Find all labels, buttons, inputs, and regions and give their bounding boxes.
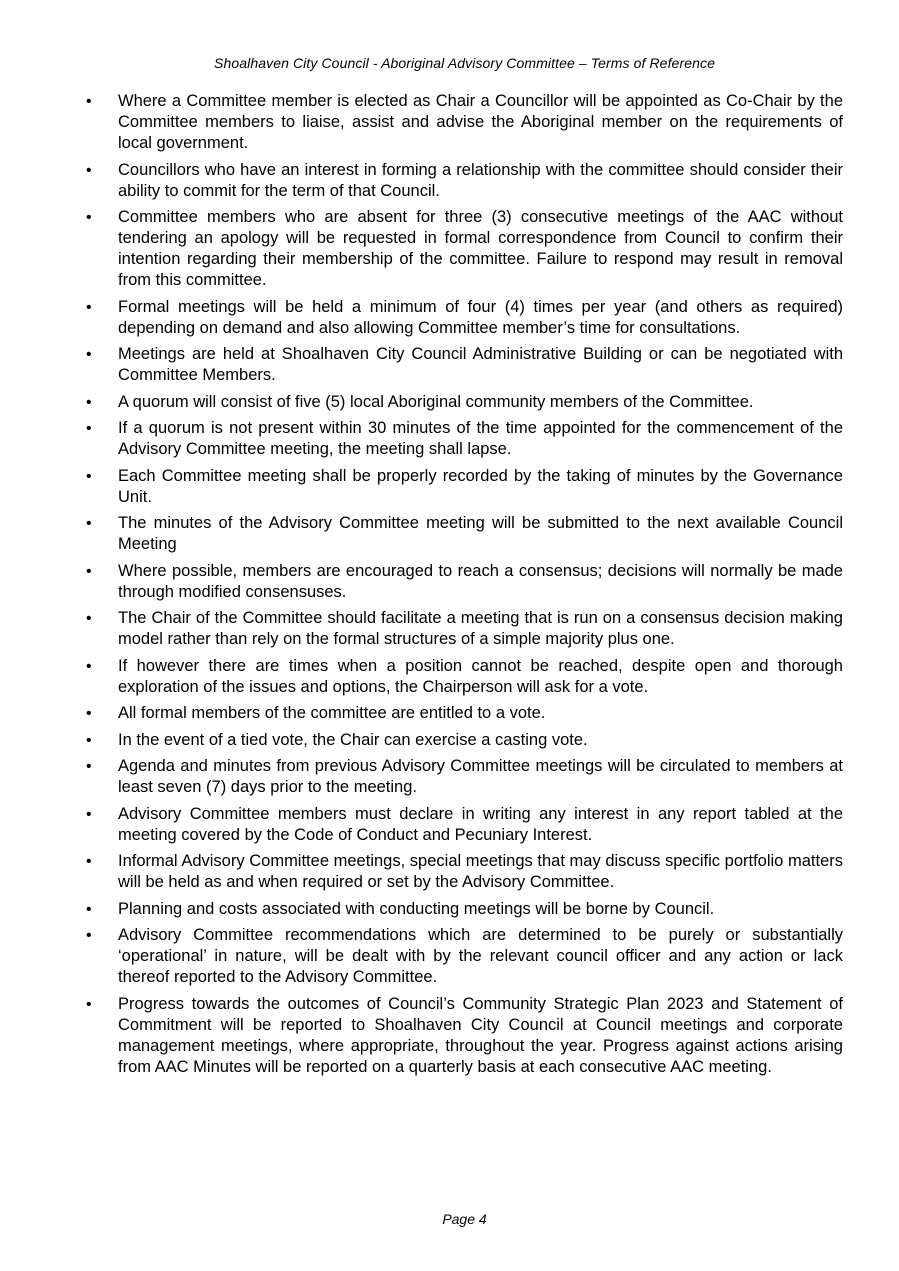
list-item [0, 608, 899, 650]
list-item [0, 994, 899, 1078]
list-item [0, 925, 899, 988]
page-number: Page 4 [442, 1211, 487, 1227]
list-item-text: Planning and costs associated with conducting meetings will be borne by Council. [118, 899, 715, 918]
list-item [0, 703, 899, 724]
list-item-text: Progress towards the outcomes of Council’s Community Strategic Plan 2023 and Statement of Commitment will be reported to Shoalhaven City Council at Council meetings and corporate management meetings, where appropriate, throughout the year. Progress against actions arising from AAC Minutes will be reported on a quarterly basis at each consecutive AAC meeting. [118, 994, 843, 1076]
bullet-dot-icon: • [86, 805, 92, 823]
list-item-text: A quorum will consist of five (5) local Aboriginal community members of the Committee. [118, 392, 754, 411]
list-item-text: Where a Committee member is elected as Chair a Councillor will be appointed as Co-Chair by the Committee members to liaise, assist and advise the Aboriginal member on the requirements of local government. [118, 92, 843, 152]
bullet-dot-icon: • [86, 515, 92, 532]
list-item [0, 297, 899, 339]
bullet-dot-icon: • [86, 705, 92, 722]
bullet-dot-icon: • [86, 853, 92, 870]
list-item [0, 91, 899, 154]
list-item-text: Councillors who have an interest in forming a relationship with the committee should consider their ability to commit for the term of that Council. [118, 160, 843, 200]
list-item-text: Formal meetings will be held a minimum of four (4) times per year (and others as required) depending on demand and also allowing Committee member’s time for consultations. [118, 297, 843, 337]
list-item [0, 160, 899, 202]
list-item [0, 207, 899, 291]
list-item [0, 392, 899, 413]
list-item-text: All formal members of the committee are entitled to a vote. [118, 704, 546, 722]
list-item [0, 899, 899, 920]
list-item-text: If however there are times when a position cannot be reached, despite open and thorough exploration of the issues and options, the Chairperson will ask for a vote. [118, 656, 843, 696]
list-item [0, 513, 899, 555]
list-item [0, 756, 899, 798]
bullet-dot-icon: • [86, 758, 92, 775]
list-item-text: The minutes of the Advisory Committee meeting will be submitted to the next available Council Meeting [118, 514, 843, 553]
bullet-dot-icon: • [86, 562, 92, 580]
list-item-text: If a quorum is not present within 30 minutes of the time appointed for the commencement of the Advisory Committee meeting, the meeting shall lapse. [118, 419, 843, 458]
bullet-dot-icon: • [86, 657, 92, 675]
list-item [0, 561, 899, 603]
page-header: Shoalhaven City Council - Aboriginal Advisory Committee – Terms of Reference [214, 55, 715, 71]
list-item-text: Advisory Committee members must declare in writing any interest in any report tabled at the meeting covered by the Code of Conduct and Pecuniary Interest. [118, 804, 843, 844]
list-item [0, 730, 899, 751]
bullet-dot-icon: • [86, 209, 92, 226]
bullet-dot-icon: • [86, 927, 92, 944]
list-item-text: Advisory Committee recommendations which are determined to be purely or substantially ‘operational’ in nature, will be dealt with by the relevant council officer and any action or lack thereof reported to the Advisory Committee. [118, 926, 843, 986]
bullet-dot-icon: • [86, 393, 92, 411]
list-item [0, 418, 899, 460]
bullet-dot-icon: • [86, 610, 92, 627]
list-item [0, 804, 899, 846]
list-item [0, 656, 899, 698]
list-item [0, 851, 899, 893]
list-item [0, 466, 899, 508]
bullet-dot-icon: • [86, 420, 92, 437]
bullet-dot-icon: • [86, 995, 92, 1013]
list-item-text: In the event of a tied vote, the Chair can exercise a casting vote. [118, 730, 588, 749]
bullet-dot-icon: • [86, 346, 92, 363]
list-item [0, 344, 899, 386]
list-item-text: Agenda and minutes from previous Advisory Committee meetings will be circulated to members at least seven (7) days prior to the meeting. [118, 757, 843, 796]
list-item-text: Meetings are held at Shoalhaven City Council Administrative Building or can be negotiated with Committee Members. [118, 345, 843, 384]
list-item-text: Committee members who are absent for three (3) consecutive meetings of the AAC without tendering an apology will be requested in formal correspondence from Council to confirm their intention regarding their membership of the committee. Failure to respond may result in removal from this committee. [118, 208, 843, 289]
list-item-text: The Chair of the Committee should facilitate a meeting that is run on a consensus decision making model rather than rely on the formal structures of a simple majority plus one. [118, 609, 843, 648]
terms-bullet-list [0, 91, 899, 1083]
bullet-dot-icon: • [86, 298, 92, 316]
bullet-dot-icon: • [86, 900, 92, 918]
bullet-dot-icon: • [86, 161, 92, 179]
list-item-text: Each Committee meeting shall be properly recorded by the taking of minutes by the Governance Unit. [118, 466, 843, 506]
bullet-dot-icon: • [86, 93, 92, 110]
list-item-text: Informal Advisory Committee meetings, special meetings that may discuss specific portfolio matters will be held as and when required or set by the Advisory Committee. [118, 852, 843, 891]
list-item-text: Where possible, members are encouraged to reach a consensus; decisions will normally be made through modified consensuses. [118, 561, 843, 601]
bullet-dot-icon: • [86, 731, 92, 749]
bullet-dot-icon: • [86, 467, 92, 485]
